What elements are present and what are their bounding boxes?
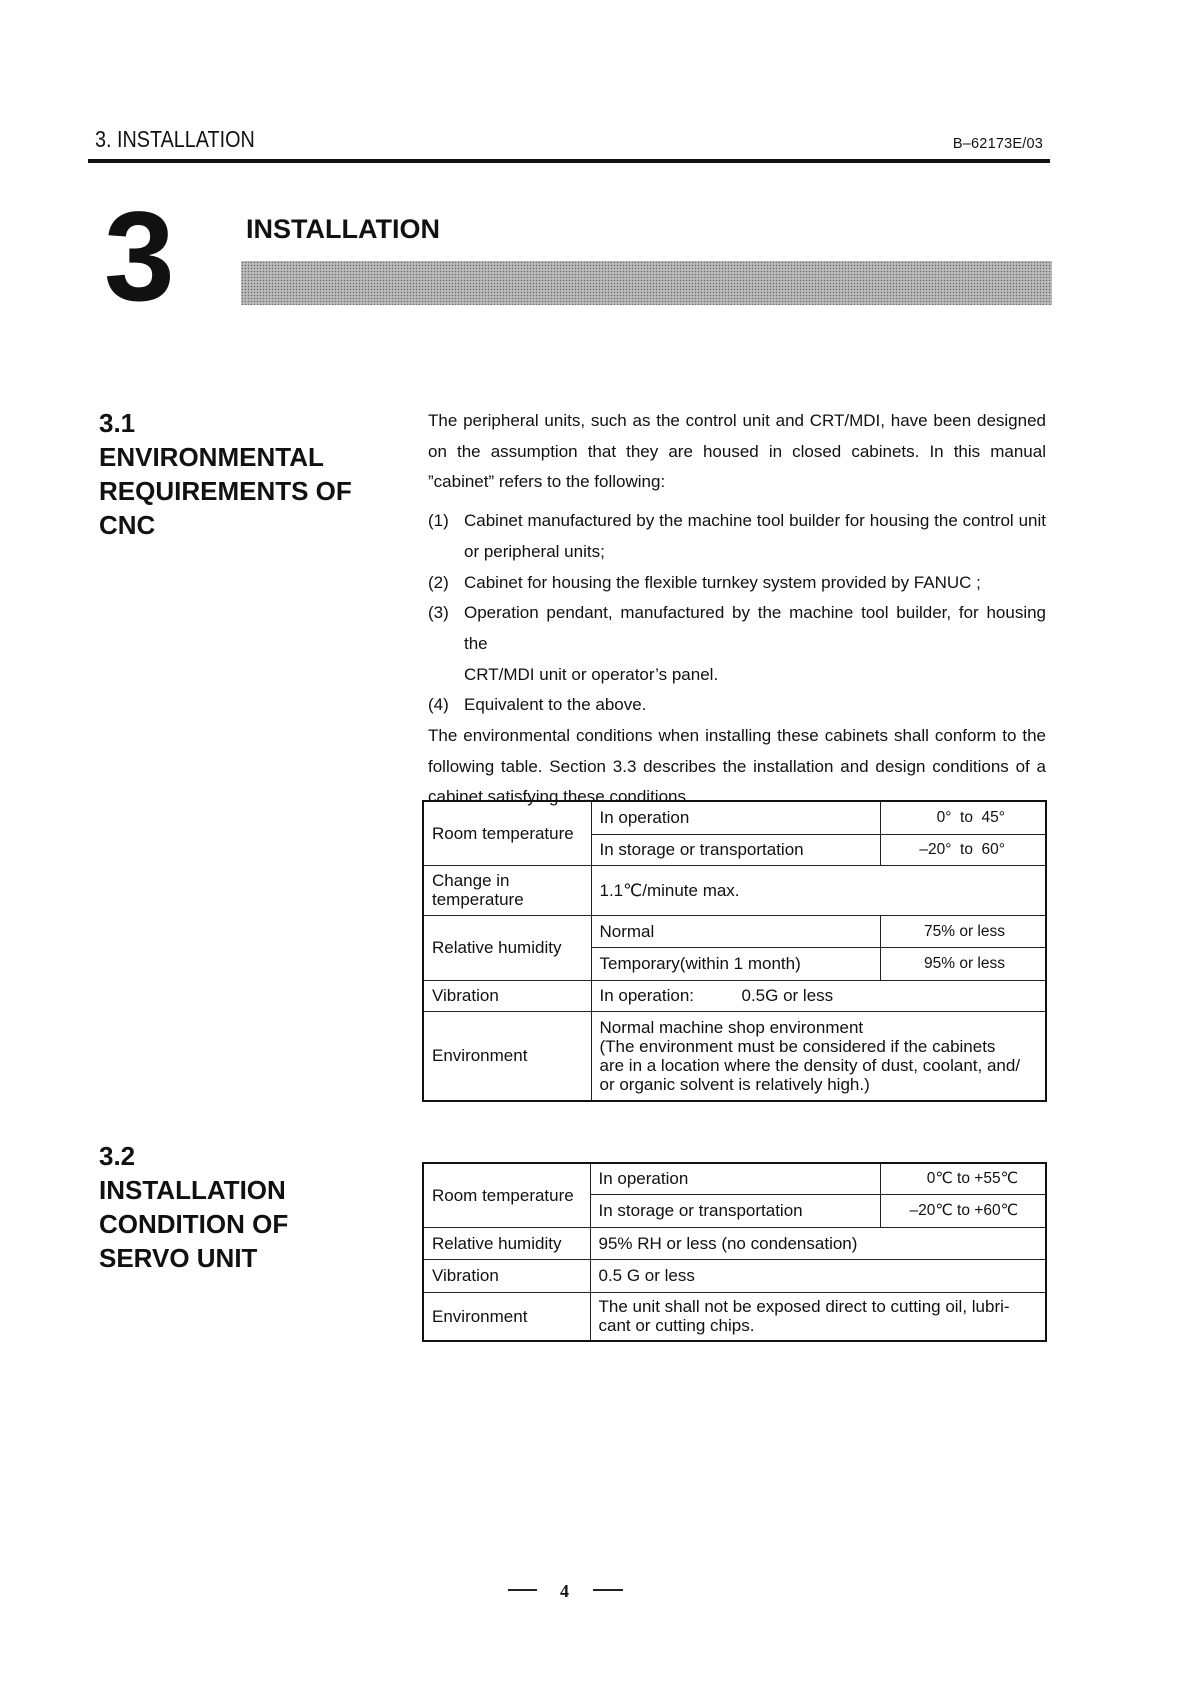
condition-cell: In operation xyxy=(591,801,880,834)
row-label-room-temperature: Room temperature xyxy=(423,1163,590,1227)
text-line: are in a location where the density of dust, coolant, and/ xyxy=(599,1055,1021,1075)
text-line: The environmental conditions when installing these cabinets shall conform to the xyxy=(428,726,1046,746)
section-number: 3.1 xyxy=(99,408,136,438)
list-marker: (3) xyxy=(428,603,449,623)
table-row xyxy=(423,1011,1046,1101)
list-marker: (4) xyxy=(428,695,449,715)
page-number-dash-right xyxy=(593,1589,623,1591)
chapter-shaded-band xyxy=(241,261,1052,305)
list-item xyxy=(428,506,1046,567)
list-item xyxy=(428,598,1046,690)
section-title-line: INSTALLATION xyxy=(99,1175,286,1205)
text-line: Cabinet for housing the flexible turnkey system provided by FANUC ; xyxy=(464,572,981,592)
value-cell: 0℃ to +55℃ xyxy=(880,1163,1046,1194)
value-cell: 0° to 45° xyxy=(880,801,1046,834)
text-line: Cabinet manufactured by the machine tool builder for housing the control unit xyxy=(464,511,1046,531)
row-label-room-temperature: Room temperature xyxy=(423,801,591,865)
text-line: Operation pendant, manufactured by the machine tool builder, for housing the xyxy=(464,603,1046,653)
row-label-vibration: Vibration xyxy=(423,980,591,1011)
row-label-environment: Environment xyxy=(423,1292,590,1341)
text-line: following table. Section 3.3 describes the installation and design conditions of a xyxy=(428,756,1046,776)
table-row xyxy=(423,865,1046,915)
section-title-line: CONDITION OF xyxy=(99,1209,289,1239)
row-label-change-in-temperature xyxy=(423,865,591,915)
table-row xyxy=(423,915,1046,947)
document-number: B–62173E/03 xyxy=(952,136,1043,152)
text-line: or organic solvent is relatively high.) xyxy=(599,1074,870,1094)
list-marker: (2) xyxy=(428,572,449,592)
value-cell: –20° to 60° xyxy=(880,834,1046,865)
list-item xyxy=(428,690,1046,721)
value-cell: 1.1℃/minute max. xyxy=(591,865,1046,915)
environment-description xyxy=(591,1011,1046,1101)
text-line: The peripheral units, such as the control unit and CRT/MDI, have been designed xyxy=(428,411,1046,430)
vibration-cell xyxy=(591,980,1046,1011)
list-marker: (1) xyxy=(428,511,449,531)
table-row xyxy=(423,1227,1046,1259)
value-cell: 95% RH or less (no condensation) xyxy=(590,1227,1046,1259)
value-cell: –20℃ to +60℃ xyxy=(880,1194,1046,1227)
section-title-line: ENVIRONMENTAL xyxy=(99,442,324,472)
text-line: (The environment must be considered if the cabinets xyxy=(599,1036,996,1056)
section-heading-3-1 xyxy=(99,406,352,542)
label-line: temperature xyxy=(432,890,524,909)
running-header-title: 3. INSTALLATION xyxy=(95,126,255,152)
header-rule xyxy=(88,159,1050,163)
chapter-title: INSTALLATION xyxy=(246,214,440,244)
table-row xyxy=(423,980,1046,1011)
section-heading-3-2 xyxy=(99,1139,288,1275)
table-row xyxy=(423,1292,1046,1341)
text-line: The unit shall not be exposed direct to cutting oil, lubri- xyxy=(598,1297,1010,1317)
condition-cell: In operation xyxy=(590,1163,880,1194)
section-3-1-body xyxy=(428,406,1046,813)
condition-cell: In storage or transportation xyxy=(590,1194,880,1227)
text-line: cabinet satisfying these conditions. xyxy=(428,787,691,807)
text-line: or peripheral units; xyxy=(464,541,605,561)
text-line: Normal machine shop environment xyxy=(599,1017,864,1037)
chapter-number: 3 xyxy=(104,185,175,327)
cnc-environment-table xyxy=(422,800,1047,1102)
table-row xyxy=(423,1163,1046,1194)
text-line: CRT/MDI unit or operator’s panel. xyxy=(464,664,719,684)
cabinet-type-list xyxy=(428,506,1046,721)
page-number: 4 xyxy=(560,1581,569,1601)
intro-paragraph xyxy=(428,406,1046,498)
environment-description xyxy=(590,1292,1046,1341)
condition-cell: In storage or transportation xyxy=(591,834,880,865)
row-label-relative-humidity: Relative humidity xyxy=(423,1227,590,1259)
text-line: ”cabinet” refers to the following: xyxy=(428,472,666,492)
condition-cell: Temporary(within 1 month) xyxy=(591,947,880,980)
label-line: Change in xyxy=(432,871,510,890)
servo-unit-condition-table xyxy=(422,1162,1047,1342)
row-label-relative-humidity: Relative humidity xyxy=(423,915,591,980)
section-title-line: SERVO UNIT xyxy=(99,1243,258,1273)
condition-cell: Normal xyxy=(591,915,880,947)
text-line: cant or cutting chips. xyxy=(598,1316,755,1336)
value-cell: 95% or less xyxy=(880,947,1046,980)
section-title-line: CNC xyxy=(99,510,156,540)
section-number: 3.2 xyxy=(99,1141,136,1171)
table-row xyxy=(423,1259,1046,1292)
text-line: on the assumption that they are housed in closed cabinets. In this manual xyxy=(428,441,1046,461)
value-text: 0.5G or less xyxy=(741,986,834,1005)
list-item xyxy=(428,568,1046,599)
page-number-dash-left xyxy=(508,1589,537,1591)
text-line: Equivalent to the above. xyxy=(464,695,647,715)
value-cell: 75% or less xyxy=(880,915,1046,947)
condition-text: In operation: xyxy=(599,986,695,1005)
value-cell: 0.5 G or less xyxy=(590,1259,1046,1292)
table-row xyxy=(423,801,1046,834)
row-label-vibration: Vibration xyxy=(423,1259,590,1292)
section-title-line: REQUIREMENTS OF xyxy=(99,476,352,506)
row-label-environment: Environment xyxy=(423,1011,591,1101)
